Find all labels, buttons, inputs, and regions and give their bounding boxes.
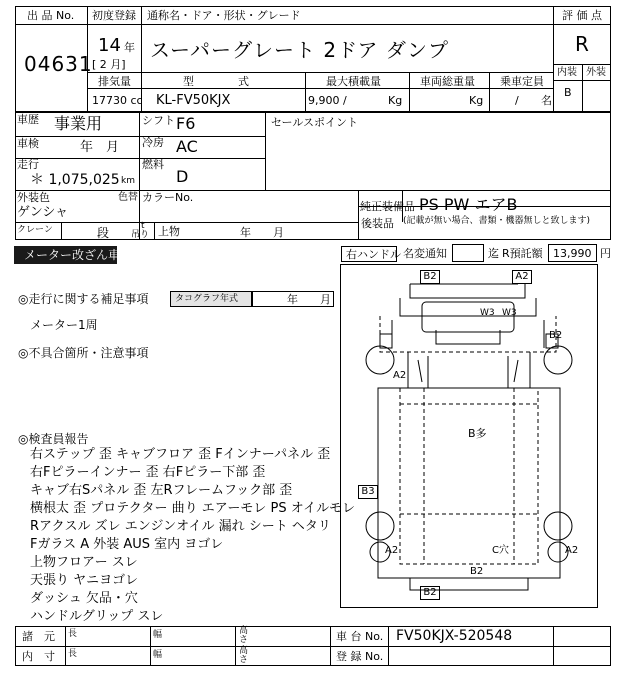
ac: AC xyxy=(176,137,198,156)
tacho-value: 年 月 xyxy=(287,293,331,306)
crane-label: クレーン xyxy=(17,225,53,235)
max-load-unit: Kg xyxy=(388,94,403,107)
length-label: 長 xyxy=(68,629,78,639)
meter-tampered-text: メーター改ざん車 xyxy=(24,248,121,262)
lot-no: 04631 xyxy=(24,52,93,76)
nai-label: 内 寸 xyxy=(22,650,55,663)
damage-mark: W3 xyxy=(502,308,517,318)
crane-ton-sub: 吊り xyxy=(131,230,150,240)
eval-score: R xyxy=(575,32,589,56)
gross-weight-label: 車両総重量 xyxy=(420,75,475,88)
shift: F6 xyxy=(176,114,196,133)
height-sub: さ xyxy=(239,655,249,665)
capacity-unit: 名 xyxy=(541,94,552,107)
damage-mark: B2 xyxy=(470,566,484,577)
max-load-label: 最大積載量 xyxy=(326,75,381,88)
exterior-label: 外装 xyxy=(586,67,606,78)
crane-ton-label: t xyxy=(141,221,145,231)
defects-header: ◎不具合箇所・注意事項 xyxy=(18,346,149,360)
due-label: 迄 xyxy=(488,247,499,260)
tax-label: R預託額 xyxy=(502,247,543,260)
mileage-unit: km xyxy=(121,176,135,186)
damage-mark: A2 xyxy=(385,545,399,556)
inspection: 年 月 xyxy=(80,140,120,155)
crane-steps-label: 段 xyxy=(97,226,110,240)
lot-no-label: 出 品 No. xyxy=(27,9,75,22)
upper-year: 年 月 xyxy=(240,226,284,239)
name-change-box xyxy=(452,244,484,262)
inspector-header: ◎検査員報告 xyxy=(18,432,89,446)
capacity-label: 乗車定員 xyxy=(500,75,544,88)
report-line: ダッシュ 欠品・穴 xyxy=(30,591,138,606)
damage-mark: B2 xyxy=(549,330,563,341)
damage-mark: A2 xyxy=(512,270,532,284)
handle-box xyxy=(341,246,401,262)
displacement-label: 排気量 xyxy=(98,75,131,88)
color-no-label: カラーNo. xyxy=(142,191,194,204)
aftermarket-label: 後装品 xyxy=(361,217,394,230)
upper-label: 上物 xyxy=(158,225,180,238)
interior-score: B xyxy=(564,86,572,99)
inspection-label: 車検 xyxy=(17,137,39,150)
damage-mark: B2 xyxy=(420,270,440,284)
width-label: 幅 xyxy=(153,650,163,660)
ext-color-label: 外装色 xyxy=(17,191,50,204)
tax-unit: 円 xyxy=(600,247,611,260)
standard-equip-label: 純正装備品 xyxy=(360,200,415,213)
damage-mark: B2 xyxy=(420,586,440,600)
supp-header: ◎走行に関する補足事項 xyxy=(18,292,149,306)
grade-label: 通称名・ドア・形状・グレード xyxy=(147,9,301,22)
car-name: スーパーグレート 2ドア ダンプ xyxy=(150,38,450,62)
report-line: 横根太 歪 プロテクター 曲り エアーモレ PS オイルモレ xyxy=(30,501,356,516)
report-line: Rアクスル ズレ エンジンオイル 漏れ シート ヘタリ xyxy=(30,519,331,534)
history-label: 車歴 xyxy=(17,113,39,126)
model: KL-FV50KJX xyxy=(156,93,231,108)
width-label: 幅 xyxy=(153,630,163,640)
handle: 右ハンドル xyxy=(346,248,401,261)
tacho-label-box xyxy=(170,291,252,307)
capacity: / xyxy=(515,94,519,107)
meter-tampered-banner xyxy=(14,246,121,264)
chassis-no: FV50KJX-520548 xyxy=(396,628,513,644)
shift-label: シフト xyxy=(142,114,175,127)
report-line: 右Fピラーインナー 歪 右Fピラー下部 歪 xyxy=(30,465,266,480)
reg-month: [ 2 月] xyxy=(92,58,126,71)
fuel-label: 燃料 xyxy=(142,158,164,171)
report-line: キャブ右Sパネル 歪 左Rフレームフック部 歪 xyxy=(30,483,293,498)
tacho-value-box xyxy=(252,291,334,307)
aftermarket-note: (記載が無い場合、書類・機器無しと致します) xyxy=(403,216,591,226)
chassis-label: 車 台 No. xyxy=(336,630,384,643)
history: 事業用 xyxy=(54,114,103,133)
fuel: D xyxy=(176,167,189,186)
reg-year-unit: 年 xyxy=(124,41,135,54)
damage-mark: C穴 xyxy=(492,545,509,556)
damage-mark: B多 xyxy=(468,427,487,440)
tacho-label: タコグラフ年式 xyxy=(175,294,239,304)
reg-label: 登 録 No. xyxy=(336,650,384,663)
tax-value: 13,990 xyxy=(553,247,592,260)
report-line: 上物フロアー スレ xyxy=(30,555,138,570)
displacement: 17730 cc xyxy=(92,94,143,107)
ac-label: 冷房 xyxy=(142,136,164,149)
gross-weight-unit: Kg xyxy=(469,94,484,107)
standard-equip: PS PW エアB xyxy=(419,195,518,214)
mileage: ＊ 1,075,025 xyxy=(30,172,120,188)
sho-label: 諸 元 xyxy=(22,630,55,643)
tax-box xyxy=(548,244,597,262)
height-label: 高 xyxy=(239,626,249,636)
sales-point-label: セールスポイント xyxy=(271,116,359,129)
eval-label: 評 価 点 xyxy=(562,9,602,22)
supp-text: メーター1周 xyxy=(30,318,98,332)
height-sub: さ xyxy=(239,635,249,645)
report-line: 右ステップ 歪 キャブフロア 歪 Fインナーパネル 歪 xyxy=(30,447,331,462)
name-change-label: 名変通知 xyxy=(403,247,447,260)
height-label: 高 xyxy=(239,646,249,656)
mileage-label: 走行 xyxy=(17,158,39,171)
model-label: 型 式 xyxy=(183,75,249,88)
damage-mark: B3 xyxy=(358,485,378,499)
report-line: ハンドルグリップ スレ xyxy=(30,609,164,624)
reg-year: 14 xyxy=(98,35,121,56)
ext-color: ゲンシャ xyxy=(17,205,69,220)
report-line: Fガラス A 外装 AUS 室内 ヨゴレ xyxy=(30,537,224,552)
damage-mark: W3 xyxy=(480,308,495,318)
color-code-label: 色替 xyxy=(118,192,138,203)
report-line: 天張り ヤニヨゴレ xyxy=(30,573,139,588)
max-load: 9,900 / xyxy=(308,94,347,107)
damage-mark: A2 xyxy=(393,370,407,381)
length-label: 長 xyxy=(68,649,78,659)
damage-mark: A2 xyxy=(565,545,579,556)
inspector-report xyxy=(30,446,355,626)
first-reg-label: 初度登録 xyxy=(92,9,136,22)
interior-label: 内装 xyxy=(557,67,577,78)
